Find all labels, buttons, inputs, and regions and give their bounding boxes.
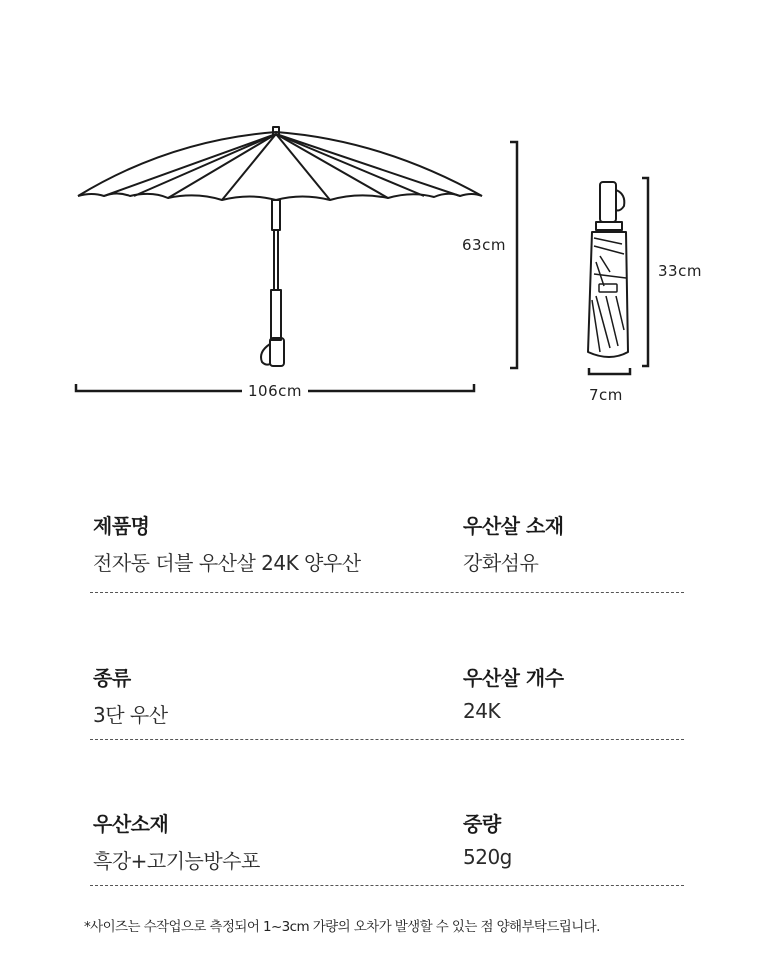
- dashed-divider: [90, 885, 684, 886]
- spec-label: 우산소재: [93, 812, 169, 836]
- dashed-divider: [90, 592, 684, 593]
- spec-item: [93, 510, 361, 576]
- spec-item: [463, 662, 564, 723]
- umbrella-line-drawing: [0, 0, 780, 460]
- spec-item: [463, 808, 512, 869]
- spec-value: 강화섬유: [463, 551, 539, 575]
- spec-value: 전자동 더블 우산살 24K 양우산: [93, 551, 361, 575]
- folded-handle: [600, 182, 616, 222]
- folded-height-bracket: [642, 178, 648, 366]
- spec-label: 우산살 개수: [463, 666, 564, 690]
- spec-item: [463, 510, 564, 576]
- height-label: 63cm: [462, 236, 506, 254]
- width-label: 106cm: [242, 382, 308, 400]
- folded-width-bracket: [589, 368, 630, 374]
- canopy-top-edge: [78, 132, 482, 196]
- dashed-divider: [90, 739, 684, 740]
- spec-label: 제품명: [93, 514, 150, 538]
- folded-width-label: 7cm: [589, 386, 623, 404]
- spec-label: 종류: [93, 666, 131, 690]
- spec-label: 우산살 소재: [463, 514, 564, 538]
- spec-value: 흑강+고기능방수포: [93, 849, 260, 873]
- height-bracket: [510, 142, 517, 368]
- spec-value: 24K: [463, 699, 501, 723]
- size-disclaimer: *사이즈는 수작업으로 측정되어 1~3cm 가량의 오차가 발생할 수 있는 점 양해부탁드립니다.: [84, 919, 600, 935]
- spec-item: [93, 808, 260, 874]
- spec-value: 520g: [463, 845, 512, 869]
- folded-height-label: 33cm: [658, 262, 702, 280]
- spec-value: 3단 우산: [93, 703, 168, 727]
- spec-item: [93, 662, 168, 728]
- spec-label: 중량: [463, 812, 501, 836]
- umbrella-dimension-diagram: [0, 0, 780, 460]
